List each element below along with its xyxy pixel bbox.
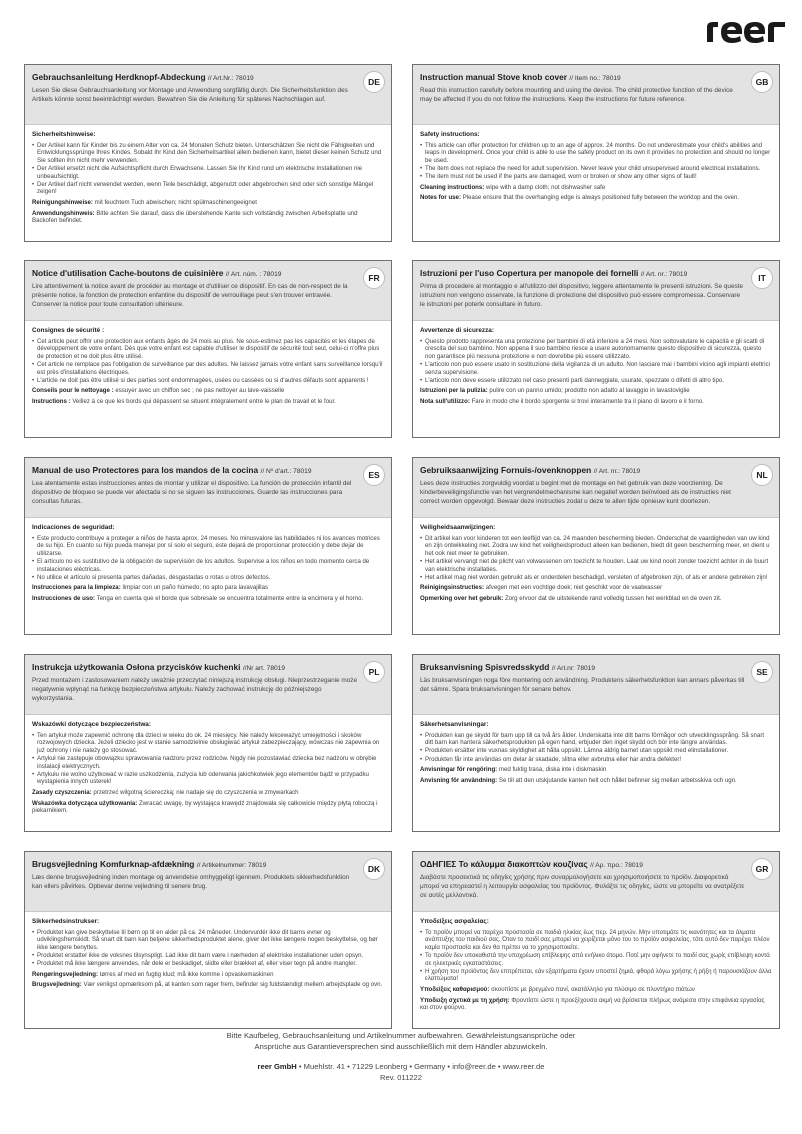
- card-intro: Lea atentamente estas instrucciones antes de montar y utilizar el dispositivo. La función de protección infantil del dispositivo de bloqueo se puede ver afectada si no se siguen las instrucciones. Guarde las instrucciones para consultas futuras.: [32, 480, 352, 505]
- card-title: Instrukcja użytkowania Osłona przycisków kuchenki //Nr art. 78019: [32, 662, 285, 672]
- safety-list: [32, 929, 384, 968]
- list-item: • Produktet kan give beskyttelse til børn op til en alder på ca. 24 måneder. Undervurdér ikke dit barns evner og udviklingsfremskidt. Så snart dit barn kan betjene sikkerhedsproduktet alene, giver det ikke længere nogen beskyttelse, og bør ikke længere benyttes.: [32, 929, 384, 952]
- card-body: [25, 518, 391, 603]
- card-body: [413, 715, 779, 784]
- list-item: • Het artikel vervangt niet de plicht van volwassenen om toezicht te houden. Laat uw kind nooit zonder toezicht achter in de buurt van elektrische installaties.: [420, 558, 772, 573]
- safety-list: [420, 338, 772, 385]
- safety-heading: Veiligheidsaanwijzingen:: [420, 524, 496, 531]
- language-badge: DE: [363, 71, 385, 93]
- list-item: • The item does not replace the need for adult supervision. Never leave your child unsupervised around electrical installations.: [420, 165, 772, 173]
- list-item: • El artículo no es sustitutivo de la obligación de supervisión de los adultos. Supervise a los niños en todo momento cerca de instalaciones eléctricas.: [32, 558, 384, 573]
- cleaning-note: Anvisningar för rengöring: med fuktig trasa, diska inte i diskmaskin: [420, 766, 607, 774]
- card-body: [25, 912, 391, 989]
- revision: Rev. 011222: [380, 1073, 422, 1082]
- card-title: ΟΔΗΓΙΕΣ Το κάλυμμα διακοπτών κουζίνας // Αρ. προ.: 78019: [420, 859, 643, 869]
- safety-heading: Indicaciones de seguridad:: [32, 524, 115, 531]
- safety-heading: Wskazówki dotyczące bezpieczeństwa:: [32, 721, 151, 728]
- list-item: • Este producto contribuye a proteger a niños de hasta aprox. 24 meses. No minusvalore las habilidades ni los avances motrices de su hijo. En cuanto su hijo pueda manejar por sí solo el seguro, este dejará de proporcionar protección y debe dejar de utilizarse.: [32, 535, 384, 558]
- list-item: • Het artikel mag niet worden gebruikt als er onderdelen beschadigd, versleten of afgebroken zijn, of als er andere gebreken zijn!: [420, 574, 772, 582]
- reer-logo: [705, 18, 787, 44]
- card-body: [413, 912, 779, 1012]
- cleaning-note: Instrucciones para la limpieza: limpiar con un paño húmedo; no apto para lavavajillas: [32, 584, 269, 592]
- card-header: [25, 261, 391, 321]
- language-badge: ES: [363, 464, 385, 486]
- card-nl: [412, 457, 780, 635]
- card-intro: Przed montażem i zastosowaniem należy uważnie przeczytać niniejszą instrukcję obsługi. Nieprzestrzeganie może negatywnie wpłynąć na funkcję bezpieczeństwa artykułu. Należy zachować instrukcję do późniejszego wykorzystania.: [32, 677, 358, 702]
- card-header: [25, 655, 391, 715]
- list-item: • Dit artikel kan voor kinderen tot een leeftijd van ca. 24 maanden bescherming bieden. Onderschat de vaardigheden van uw kind en zijn ontwikkeling niet. Zodra uw kind het veiligheidsproduct alleen kan bedienen, biedt dit geen bescherming meer, en dient u het ook niet meer te gebruiken.: [420, 535, 772, 558]
- usage-note: Anvisning för användning: Se till att den utskjutande kanten helt och hållet befinner sig mellan arbetsskiva och ugn.: [420, 776, 737, 784]
- card-pl: [24, 654, 392, 832]
- cleaning-note: Cleaning instructions: wipe with a damp cloth; not dishwasher safe: [420, 183, 606, 191]
- card-body: [413, 518, 779, 603]
- safety-list: [32, 142, 384, 196]
- language-badge: NL: [751, 464, 773, 486]
- safety-list: [420, 535, 772, 582]
- list-item: • Produkten ersätter inte vuxnas skyldighet att hålla uppsikt. Lämna aldrig barnet utan uppsikt med elinstallationer.: [420, 747, 772, 755]
- usage-note: Instrucciones de uso: Tenga en cuenta que el borde que sobresale se encuentra totalmente entre la encimera y el horno.: [32, 594, 364, 602]
- safety-heading: Säkerhetsanvisningar:: [420, 721, 489, 728]
- usage-note: Anwendungshinweis: Bitte achten Sie darauf, dass die überstehende Kante sich vollständig zwischen Arbeitsplatte und Backofen befindet.: [32, 209, 358, 225]
- card-gr: [412, 851, 780, 1029]
- cleaning-note: Reinigungshinweise: mit feuchtem Tuch abwischen; nicht spülmaschinengeeignet: [32, 198, 257, 206]
- card-intro: Read this instruction carefully before mounting and using the device. The child protective function of the device may be affected if you do not follow the instructions. Keep the instructions for future reference.: [420, 87, 733, 103]
- list-item: • Artykuł nie zastępuje obowiązku sprawowania nadzoru przez rodziców. Nigdy nie pozostawiać dziecka bez nadzoru w obrębie instalacji elektrycznych.: [32, 755, 384, 770]
- card-body: [25, 125, 391, 225]
- warranty-note-line-2: Ansprüche aus Garantieversprechen sind ausschließlich mit dem Händler abzuwickeln.: [254, 1042, 548, 1051]
- reer-logo-mark: [707, 22, 785, 43]
- safety-heading: Sikkerhedsinstrukser:: [32, 918, 100, 925]
- card-title: Brugsvejledning Komfurknap-afdækning // Artikelnummer: 78019: [32, 859, 267, 869]
- card-es: [24, 457, 392, 635]
- list-item: • L'articolo non può essere usato in sostituzione della vigilanza di un adulto. Non lasciare mai i bambini vicino agli impianti elettrici senza supervisione.: [420, 361, 772, 376]
- cleaning-note: Υποδείξεις καθαρισμού: σκουπίστε με βρεγμένο πανί, ακατάλληλο για πλύσιμο σε πλυντήριο πιάτων: [420, 985, 695, 993]
- safety-heading: Sicherheitshinweise:: [32, 131, 96, 138]
- language-badge: FR: [363, 267, 385, 289]
- card-header: [413, 65, 779, 125]
- list-item: • Produktet må ikke længere anvendes, når dele er beskadiget, slidte eller brækket af, eller viser tegn på andre mangler.: [32, 960, 384, 968]
- usage-note: Instructions : Veillez à ce que les bords qui dépassent se situent intégralement entre le plan de travail et le four.: [32, 397, 336, 405]
- card-intro: Læs denne brugsvejledning inden montage og anvendelse omhyggeligt igennem. Produktets sikkerhedsfunktion kan ellers påvirkes. Opbevar denne vejledning til senere brug.: [32, 874, 350, 890]
- page-footer: [0, 1030, 802, 1083]
- safety-list: [32, 338, 384, 385]
- card-intro: Lesen Sie diese Gebrauchsanleitung vor Montage und Anwendung sorgfältig durch. Die Sicherheitsfunktion des Artikels könnte sonst beeinträchtigt werden. Bewahren Sie die Anleitung für späteres Nachschlagen auf.: [32, 87, 348, 103]
- list-item: • Η χρήση του προϊόντος δεν επιτρέπεται, εάν εξαρτήματα έχουν υποστεί ζημιά, φθορά λόγω χρήσης ή ρήξη ή παρουσιάζουν άλλα ελαττώματα!: [420, 968, 772, 983]
- list-item: • Der Artikel ersetzt nicht die Aufsichtspflicht durch Erwachsene. Lassen Sie Ihr Kind rund um elektrische Installationen nie unbeaufsichtigt.: [32, 165, 384, 180]
- safety-heading: Avvertenze di sicurezza:: [420, 327, 494, 334]
- card-body: [25, 715, 391, 815]
- list-item: • Cet article ne remplace pas l'obligation de surveillance par des adultes. Ne laissez jamais votre enfant sans surveillance lorsqu'il est près d'installations électriques.: [32, 361, 384, 376]
- cleaning-note: Reinigingsinstructies: afvegen met een vochtige doek; niet geschikt voor de vaatwasser: [420, 584, 663, 592]
- safety-list: [32, 535, 384, 582]
- language-badge: GB: [751, 71, 773, 93]
- list-item: • Produkten får inte användas om delar är skadade, slitna eller avbrutna eller har andra defekter!: [420, 756, 772, 764]
- card-header: [413, 655, 779, 715]
- cleaning-note: Istruzioni per la pulizia: pulire con un panno umido; prodotto non adatto al lavaggio in lavastoviglie: [420, 387, 690, 395]
- card-body: [413, 125, 779, 202]
- card-title: Bruksanvisning Spisvredsskydd // Art.nr: 78019: [420, 662, 595, 672]
- safety-heading: Consignes de sécurité :: [32, 327, 105, 334]
- safety-list: [32, 732, 384, 786]
- cleaning-note: Conseils pour le nettoyage : essuyer avec un chiffon sec ; ne pas nettoyer au lave-vaisselle: [32, 387, 285, 395]
- usage-note: Notes for use: Please ensure that the overhanging edge is always positioned fully between the worktop and the oven.: [420, 194, 740, 202]
- usage-note: Υποδειξη σχετικά με τη χρήση: Φροντίστε ώστε η προεξέχουσα ακμή να βρίσκεται πλήρως ανάμεσα στην επιφάνεια εργασίας και στον φούρνο.: [420, 996, 765, 1012]
- card-body: [413, 321, 779, 406]
- usage-note: Brugsvejledning: Vær venligst opmærksom på, at kanten som rager frem, befinder sig fuldstændigt mellem arbejdsplade og ovn.: [32, 981, 383, 989]
- list-item: • L'articolo non deve essere utilizzato nel caso presenti parti danneggiate, usurate, spezzate o difetti di altro tipo.: [420, 377, 772, 385]
- card-title: Instruction manual Stove knob cover // Item no.: 78019: [420, 72, 621, 82]
- usage-note: Opmerking over het gebruik: Zorg ervoor dat de uitstekende rand volledig tussen het werkblad en de oven zit.: [420, 594, 722, 602]
- card-intro: Lees deze instructies zorgvuldig voordat u begint met de montage en het gebruik van deze voorziening. De kinderbeveiligingsfunctie van het vergrendelmechanisme kan negatief worden beïnvloed als de instructies niet correct worden opgevolgd. Bewaar deze instructies zodat u deze te allen tijde opnieuw kunt doorlezen.: [420, 480, 731, 505]
- list-item: • This article can offer protection for children up to an age of approx. 24 months. Do not underestimate your child's abilities and leaps in development. Once your child is able to use the safety product on its own it provides no protection and should no longer be used.: [420, 142, 772, 165]
- list-item: • Questo prodotto rappresenta una protezione per bambini di età inferiore a 24 mesi. Non sottovalutare le capacità e gli scatti di crescita del suo bambino. Non appena il suo bambino riesce a usare autonomamente questo dispositivo di sicurezza, questo non garantisce più nessuna protezione e non dovrebbe più essere utilizzato.: [420, 338, 772, 361]
- list-item: • The item must not be used if the parts are damaged, worn or broken or show any other signs of fault!: [420, 173, 772, 181]
- cleaning-note: Zasady czyszczenia: przetrzeć wilgotną ściereczką; nie nadaje się do czyszczenia w zmywarkach: [32, 788, 299, 796]
- card-title: Gebrauchsanleitung Herdknopf-Abdeckung // Art.Nr.: 78019: [32, 72, 254, 82]
- list-item: • Der Artikel kann für Kinder bis zu einem Alter von ca. 24 Monaten Schutz bieten. Unterschätzen Sie nicht die Fähigkeiten und Entwicklungssprünge Ihres Kindes. Sobald Ihr Kind den Sicherheitsartikel allein bedienen kann, bietet dieser keinen Schutz und Sie sollten ihn nicht mehr verwenden.: [32, 142, 384, 165]
- card-header: [25, 852, 391, 912]
- company-address: reer GmbH • Muehlstr. 41 • 71229 Leonberg • Germany • info@reer.de • www.reer.de: [257, 1062, 545, 1071]
- card-se: [412, 654, 780, 832]
- card-intro: Prima di procedere al montaggio e all'utilizzo del dispositivo, leggere attentamente le presenti istruzioni. Se queste istruzioni non vengono osservate, la funzione di protezione del dispositivo può essere compromessa. Conservare le istruzioni per poterle consultare in futuro.: [420, 283, 744, 308]
- list-item: • Der Artikel darf nicht verwendet werden, wenn Teile beschädigt, abgenutzt oder abgebrochen sind oder sich sonstige Mängel zeigen!: [32, 181, 384, 196]
- card-intro: Διαβάστε προσεκτικά τις οδηγίες χρήσης πριν συναρμολογήσετε και χρησιμοποιήσετε το προϊόν. Διαφορετικά μπορεί να επηρεαστεί η λειτουργία ασφαλείας του προϊόντος. Φυλάξτε τις οδηγίες, ώστε να μπορείτε να ανατρέξετε σε αυτές μελλοντικά.: [420, 874, 745, 899]
- usage-note: Nota sull'utilizzo: Fare in modo che il bordo sporgente si trovi interamente tra il piano di lavoro e il forno.: [420, 397, 704, 405]
- card-intro: Läs bruksanvisningen noga före montering och användning. Produktens säkerhetsfunktion kan annars påverkas till det sämre. Spara bruksanvisningen för senare behov.: [420, 677, 745, 693]
- card-header: [413, 458, 779, 518]
- language-badge: IT: [751, 267, 773, 289]
- card-header: [413, 852, 779, 912]
- language-badge: PL: [363, 661, 385, 683]
- card-fr: [24, 260, 392, 438]
- list-item: • Το προϊόν δεν υποκαθιστά την υποχρέωση επίβλεψης από ενήλικο άτομο. Ποτέ μην αφήνετε το παιδί σας χωρίς επίβλεψη κοντά σε ηλεκτρικές εγκαταστάσεις.: [420, 952, 772, 967]
- safety-list: [420, 929, 772, 983]
- card-intro: Lire attentivement la notice avant de procéder au montage et d'utiliser ce dispositif. En cas de non-respect de la présente notice, la fonction de protection enfantine du dispositif de verrouillage peut s'en trouver entravée. Conserver la notice pour toute consultation ultérieure.: [32, 283, 348, 308]
- list-item: • No utilice el artículo si presenta partes dañadas, desgastadas o rotas u otros defectos.: [32, 574, 384, 582]
- list-item: • Ten artykuł może zapewnić ochronę dla dzieci w wieku do ok. 24 miesięcy. Nie należy lekceważyć umiejętności i skoków rozwojowych dziecka. Jeżeli dziecko jest w stanie samodzielnie obsługiwać artykuł zabezpieczający, wówczas nie zapewnia on już ochrony i nie należy go stosować.: [32, 732, 384, 755]
- card-de: [24, 64, 392, 242]
- safety-list: [420, 142, 772, 181]
- language-badge: GR: [751, 858, 773, 880]
- list-item: • Artykułu nie wolno użytkować w razie uszkodzenia, zużycia lub oderwania jakichkolwiek jego elementów bądź w przypadku wystąpienia innych usterek!: [32, 771, 384, 786]
- card-dk: [24, 851, 392, 1029]
- list-item: • L'article ne doit pas être utilisé si des parties sont endommagées, usées ou cassées ou si d'autres défauts sont apparents !: [32, 377, 384, 385]
- safety-list: [420, 732, 772, 764]
- card-title: Notice d'utilisation Cache-boutons de cuisinière // Art. núm. : 78019: [32, 268, 282, 278]
- card-header: [413, 261, 779, 321]
- list-item: • Το προϊόν μπορεί να παρέχει προστασία σε παιδιά ηλικίας έως περ. 24 μηνών. Μην υποτιμάτε τις ικανότητες και τα άλματα ανάπτυξης του παιδιού σας. Όταν το παιδί σας μπορεί να χειρίζεται μόνο του το προϊόν ασφαλείας, τότε αυτό δεν παρέχει πλέον καμία προστασία και δεν θα πρέπει να το χρησιμοποιείτε.: [420, 929, 772, 952]
- card-header: [25, 458, 391, 518]
- card-gb: [412, 64, 780, 242]
- card-header: [25, 65, 391, 125]
- card-title: Gebruiksaanwijzing Fornuis-/ovenknoppen // Art. nr.: 78019: [420, 465, 641, 475]
- usage-note: Wskazówka dotycząca użytkowania: Zwracać uwagę, by wystająca krawędź znajdowała się całkowicie między płytą roboczą i piekarnikiem.: [32, 799, 378, 815]
- card-title: Istruzioni per l'uso Copertura per manopole dei fornelli // Art. nr.: 78019: [420, 268, 688, 278]
- language-badge: DK: [363, 858, 385, 880]
- card-title: Manual de uso Protectores para los mandos de la cocina // Nº d'art.: 78019: [32, 465, 312, 475]
- card-body: [25, 321, 391, 406]
- warranty-note-line-1: Bitte Kaufbeleg, Gebrauchsanleitung und Artikelnummer aufbewahren. Gewährleistungsansprüche oder: [226, 1031, 576, 1040]
- card-it: [412, 260, 780, 438]
- list-item: • Produktet erstatter ikke de voksnes tilsynspligt. Lad ikke dit barn være i nærheden af elektriske installationer uden opsyn.: [32, 952, 384, 960]
- safety-heading: Safety instructions:: [420, 131, 480, 138]
- language-badge: SE: [751, 661, 773, 683]
- list-item: • Cet article peut offrir une protection aux enfants âgés de 24 mois au plus. Ne sous-estimez pas les capacités et les étapes de développement de votre enfant. Dès que votre enfant est capable d'utiliser le dispositif de sécurité tout seul, celui-ci n'offre plus de protection et ne doit plus être utilisé.: [32, 338, 384, 361]
- safety-heading: Υποδείξεις ασφαλείας:: [420, 918, 489, 925]
- cleaning-note: Rengøringsvejledning: tørres af med en fugtig klud; må ikke komme i opvaskemaskinen: [32, 970, 274, 978]
- list-item: • Produkten kan ge skydd för barn upp till ca två års ålder. Underskatta inte ditt barns förmågor och utvecklingssprång. Så snart ditt barn kan hantera säkerhetsprodukten på egen hand, erbjuder den inget skydd och bör inte längre användas.: [420, 732, 772, 747]
